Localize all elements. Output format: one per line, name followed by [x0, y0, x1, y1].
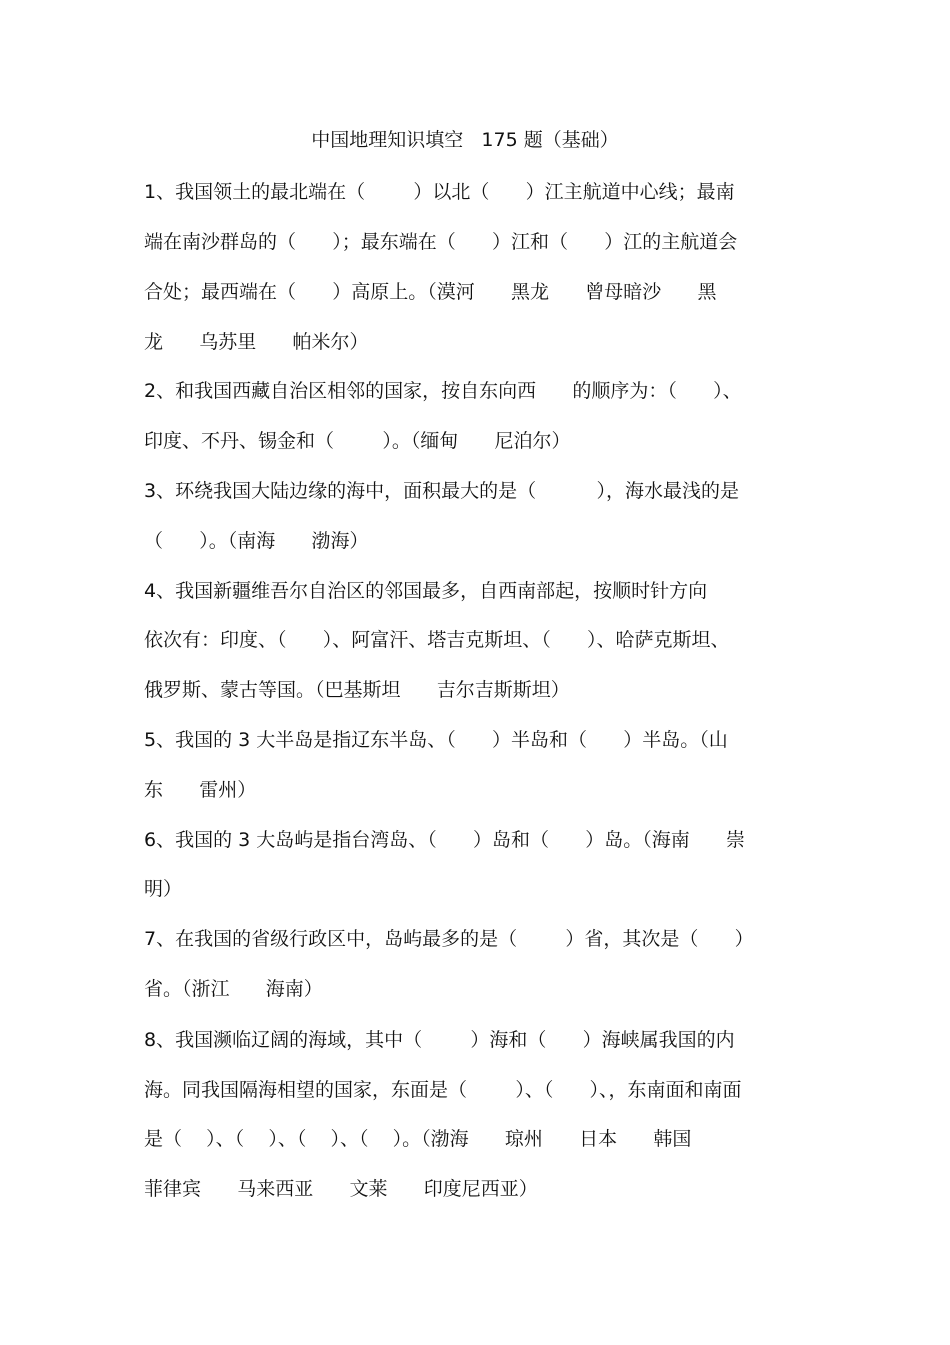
text-line: 5、我国的 3 大半岛是指辽东半岛、（ ）半岛和（ ）半岛。（山: [144, 729, 728, 751]
text-line: 是（ ）、（ ）、（ ）、（ ）。（渤海 琼州 日本 韩国: [144, 1128, 692, 1150]
page-title: 中国地理知识填空 175 题（基础）: [311, 129, 619, 151]
text-line: 4、我国新疆维吾尔自治区的邻国最多，自西南部起，按顺时针方向: [144, 580, 708, 602]
text-line: 8、我国濒临辽阔的海域，其中（ ）海和（ ）海峡属我国的内: [144, 1029, 735, 1051]
text-line: （ ）。（南海 渤海）: [144, 530, 369, 552]
text-line: 合处；最西端在（ ）高原上。（漠河 黑龙 曾母暗沙 黑: [144, 281, 717, 303]
text-line: 1、我国领土的最北端在（ ）以北（ ）江主航道中心线；最南: [144, 181, 735, 203]
text-line: 7、在我国的省级行政区中，岛屿最多的是（ ）省，其次是（ ）: [144, 928, 754, 950]
text-line: 印度、不丹、锡金和（ ）。（缅甸 尼泊尔）: [144, 430, 571, 452]
text-line: 俄罗斯、蒙古等国。（巴基斯坦 吉尔吉斯斯坦）: [144, 679, 570, 701]
text-line: 龙 乌苏里 帕米尔）: [144, 331, 369, 353]
text-line: 东 雷州）: [144, 779, 257, 801]
text-line: 明）: [144, 878, 183, 900]
text-line: 6、我国的 3 大岛屿是指台湾岛、（ ）岛和（ ）岛。（海南 崇: [144, 829, 745, 851]
text-line: 菲律宾 马来西亚 文莱 印度尼西亚）: [144, 1178, 538, 1200]
text-line: 省。（浙江 海南）: [144, 978, 323, 1000]
text-line: 海。同我国隔海相望的国家，东面是（ ）、（ ）、，东南面和南面: [144, 1079, 742, 1101]
text-line: 端在南沙群岛的（ ）；最东端在（ ）江和（ ）江的主航道会: [144, 231, 738, 253]
text-line: 3、环绕我国大陆边缘的海中，面积最大的是（ ），海水最浅的是: [144, 480, 739, 502]
text-line: 依次有：印度、（ ）、阿富汗、塔吉克斯坦、（ ）、哈萨克斯坦、: [144, 629, 730, 651]
text-line: 2、和我国西藏自治区相邻的国家，按自东向西 的顺序为：（ ）、: [144, 380, 742, 402]
